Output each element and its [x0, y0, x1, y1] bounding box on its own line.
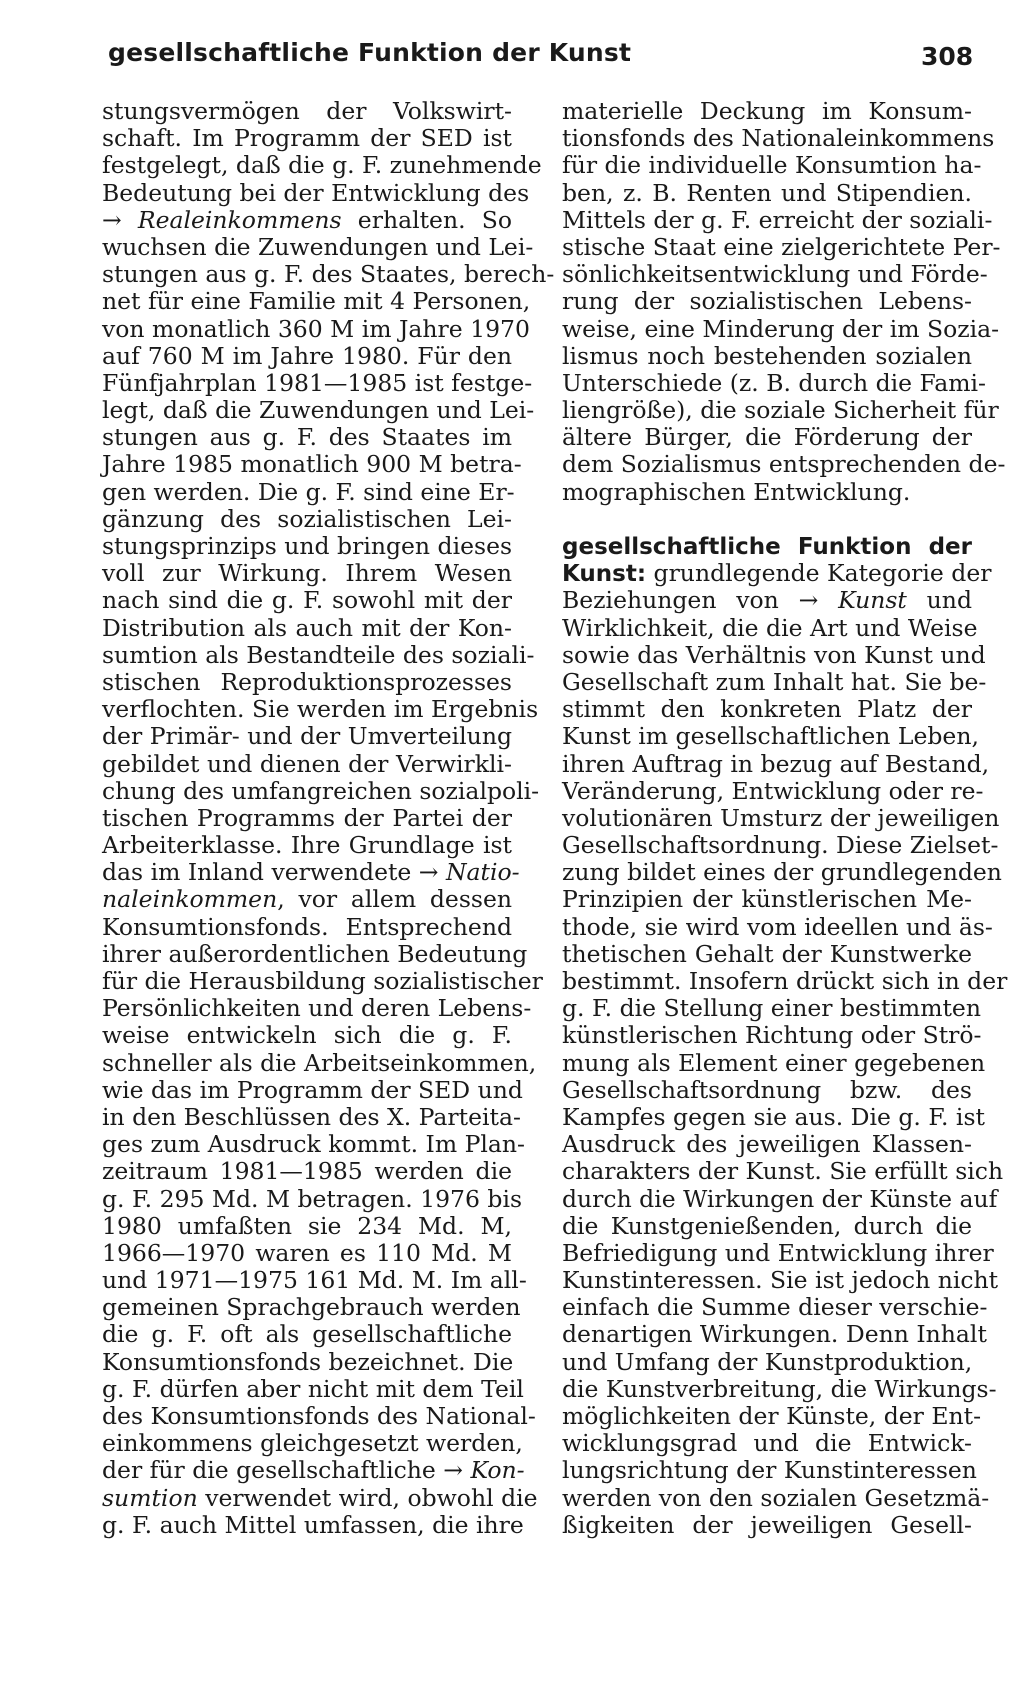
text-line: volutionären Umsturz der jeweiligen — [562, 803, 1000, 832]
text-line: stungsvermögen der Volkswirt- — [102, 97, 512, 125]
text-line: die Kunstgenießenden, durch die — [562, 1211, 972, 1240]
text-line: einfach die Summe dieser verschie- — [562, 1293, 988, 1322]
running-head-title: gesellschaftliche Funktion der Kunst — [108, 38, 632, 67]
text-line: ältere Bürger, die Förderung der — [562, 423, 972, 452]
text-line: wie das im Programm der SED und — [102, 1075, 523, 1104]
text-line: lismus noch bestehenden sozialen — [562, 341, 972, 370]
text-line: g. F. die Stellung einer bestimmten — [562, 994, 981, 1023]
text-line: auf 760 M im Jahre 1980. Für den — [102, 341, 512, 370]
text-line: g. F. 295 Md. M betragen. 1976 bis — [102, 1184, 523, 1213]
text-line: für die Herausbildung sozialistischer — [102, 967, 543, 995]
text-line: sumtion verwendet wird, obwohl die — [102, 1483, 538, 1512]
text-line: die Kunstverbreitung, die Wirkungs- — [562, 1374, 997, 1403]
text-line: → Realeinkommens erhalten. So — [102, 205, 512, 234]
text-line: gemeinen Sprachgebrauch werden — [102, 1293, 521, 1322]
text-line: nach sind die g. F. sowohl mit der — [102, 586, 512, 615]
page-number: 308 — [921, 42, 974, 71]
text-line: materielle Deckung im Konsum- — [562, 97, 972, 125]
text-line: bestimmt. Insofern drückt sich in der — [562, 967, 1008, 995]
text-line: dem Sozialismus entsprechenden de- — [562, 450, 1006, 479]
text-line: stimmt den konkreten Platz der — [562, 695, 972, 724]
dictionary-entry — [562, 533, 1008, 1539]
text-line: net für eine Familie mit 4 Personen, — [102, 287, 531, 316]
text-line: künstlerischen Richtung oder Strö- — [562, 1021, 982, 1050]
text-line: stischen Reproduktionsprozesses — [102, 667, 512, 696]
text-line: und Umfang der Kunstproduktion, — [562, 1347, 973, 1376]
text-line: sönlichkeitsentwicklung und Förde- — [562, 260, 988, 289]
text-line: die g. F. oft als gesellschaftliche — [102, 1320, 512, 1349]
text-line: des Konsumtionsfonds des National- — [102, 1402, 536, 1430]
text-line: Befriedigung und Entwicklung ihrer — [562, 1238, 994, 1267]
text-line: ges zum Ausdruck kommt. Im Plan- — [102, 1130, 525, 1159]
text-line: werden von den sozialen Gesetzmä- — [562, 1483, 990, 1512]
text-line: für die individuelle Konsumtion ha- — [562, 151, 982, 180]
text-line: einkommens gleichgesetzt werden, — [102, 1429, 523, 1458]
text-line: festgelegt, daß die g. F. zunehmende — [102, 151, 542, 180]
text-line: das im Inland verwendete → Natio- — [102, 858, 520, 887]
text-line: und 1971—1975 161 Md. M. Im all- — [102, 1266, 527, 1295]
text-line: Wirklichkeit, die die Art und Weise — [562, 613, 978, 642]
text-line: Kunstinteressen. Sie ist jedoch nicht — [562, 1266, 999, 1295]
text-line: mographischen Entwicklung. — [562, 477, 911, 506]
text-line: ihren Auftrag in bezug auf Bestand, — [562, 749, 990, 778]
text-line: stungen aus g. F. des Staates, berech- — [102, 260, 555, 289]
text-line: liengröße), die soziale Sicherheit für — [562, 396, 999, 425]
text-line: g. F. dürfen aber nicht mit dem Teil — [102, 1374, 524, 1403]
text-line: der für die gesellschaftliche → Kon- — [102, 1456, 525, 1485]
text-line: ben, z. B. Renten und Stipendien. — [562, 178, 972, 207]
entry-body — [562, 586, 1008, 1539]
text-line: in den Beschlüssen des X. Parteita- — [102, 1102, 521, 1131]
text-line: Jahre 1985 monatlich 900 M betra- — [102, 450, 522, 479]
text-line: mung als Element einer gegebenen — [562, 1048, 986, 1077]
text-line: weise entwickeln sich die g. F. — [102, 1021, 512, 1050]
text-line: Distribution als auch mit der Kon- — [102, 613, 512, 642]
text-line: chung des umfangreichen sozialpoli- — [102, 776, 540, 805]
entry-separator — [562, 506, 972, 533]
text-line: tionsfonds des Nationaleinkommens — [562, 124, 995, 153]
right-text-column — [562, 97, 1008, 1539]
text-line: denartigen Wirkungen. Denn Inhalt — [562, 1320, 987, 1349]
entry-heading-line — [562, 559, 992, 588]
text-line: der Primär- und der Umverteilung — [102, 722, 512, 751]
text-line: Veränderung, Entwicklung oder re- — [562, 776, 984, 805]
text-line: Gesellschaft zum Inhalt hat. Sie be- — [562, 667, 987, 696]
text-line: voll zur Wirkung. Ihrem Wesen — [102, 559, 512, 588]
text-line: wuchsen die Zuwendungen und Lei- — [102, 232, 534, 261]
text-line: Konsumtionsfonds. Entsprechend — [102, 912, 512, 941]
text-line: wicklungsgrad und die Entwick- — [562, 1429, 972, 1458]
text-line: weise, eine Minderung der im Sozia- — [562, 314, 1000, 343]
text-line: Prinzipien der künstlerischen Me- — [562, 885, 972, 914]
text-line: Bedeutung bei der Entwicklung des — [102, 178, 530, 207]
text-line: 1966—1970 waren es 110 Md. M — [102, 1238, 512, 1267]
text-line: legt, daß die Zuwendungen und Lei- — [102, 396, 535, 425]
text-line: zeitraum 1981—1985 werden die — [102, 1157, 512, 1186]
text-line: grundlegende Kategorie der — [646, 559, 992, 588]
text-line: Fünfjahrplan 1981—1985 ist festge- — [102, 368, 533, 397]
text-line: Persönlichkeiten und deren Lebens- — [102, 994, 532, 1023]
text-line: rung der sozialistischen Lebens- — [562, 287, 972, 316]
text-line: sumtion als Bestandteile des soziali- — [102, 640, 535, 669]
text-line: Ausdruck des jeweiligen Klassen- — [562, 1130, 972, 1159]
text-line: Gesellschaftsordnung bzw. des — [562, 1075, 972, 1104]
text-line: ßigkeiten der jeweiligen Gesell- — [562, 1510, 972, 1539]
text-line: möglichkeiten der Künste, der Ent- — [562, 1402, 982, 1430]
entry-heading-line — [562, 533, 972, 560]
text-line: ihrer außerordentlichen Bedeutung — [102, 939, 528, 968]
text-line: Unterschiede (z. B. durch die Fami- — [562, 368, 986, 397]
text-line: gen werden. Die g. F. sind eine Er- — [102, 477, 515, 506]
text-line: Konsumtionsfonds bezeichnet. Die — [102, 1347, 514, 1376]
text-line: charakters der Kunst. Sie erfüllt sich — [562, 1157, 1004, 1186]
text-line: Kunst im gesellschaftlichen Leben, — [562, 722, 979, 751]
text-line: Beziehungen von → Kunst und — [562, 586, 972, 615]
text-line: Kampfes gegen sie aus. Die g. F. ist — [562, 1102, 985, 1131]
text-line: stische Staat eine zielgerichtete Per- — [562, 232, 1001, 261]
text-line: sowie das Verhältnis von Kunst und — [562, 640, 986, 669]
text-line: verflochten. Sie werden im Ergebnis — [102, 695, 539, 724]
text-line: schaft. Im Programm der SED ist — [102, 124, 512, 153]
text-line: thetischen Gehalt der Kunstwerke — [562, 939, 972, 968]
text-line: g. F. auch Mittel umfassen, die ihre — [102, 1510, 524, 1539]
text-line: stungsprinzips und bringen dieses — [102, 532, 513, 560]
text-line: Mittels der g. F. erreicht der soziali- — [562, 205, 993, 234]
text-line: naleinkommen, vor allem dessen — [102, 885, 512, 914]
text-line: von monatlich 360 M im Jahre 1970 — [102, 314, 530, 343]
text-line: schneller als die Arbeitseinkommen, — [102, 1048, 537, 1077]
text-line: durch die Wirkungen der Künste auf — [562, 1184, 998, 1213]
previous-entry-continuation — [562, 97, 1006, 506]
left-text-column — [102, 97, 555, 1539]
text-line: gebildet und dienen der Verwirkli- — [102, 749, 512, 778]
entry-heading: gesellschaftliche Funktion der — [562, 534, 972, 560]
text-line: stungen aus g. F. des Staates im — [102, 423, 512, 452]
text-line: Arbeiterklasse. Ihre Grundlage ist — [102, 831, 512, 860]
text-line: zung bildet eines der grundlegenden — [562, 858, 1002, 887]
text-line: 1980 umfaßten sie 234 Md. M, — [102, 1211, 512, 1240]
text-line: thode, sie wird vom ideellen und äs- — [562, 912, 993, 941]
entry-heading: Kunst: — [562, 561, 647, 588]
text-line: Gesellschaftsordnung. Diese Zielset- — [562, 831, 999, 860]
text-line: gänzung des sozialistischen Lei- — [102, 504, 512, 533]
text-line: lungsrichtung der Kunstinteressen — [562, 1456, 977, 1485]
text-line: tischen Programms der Partei der — [102, 803, 512, 832]
